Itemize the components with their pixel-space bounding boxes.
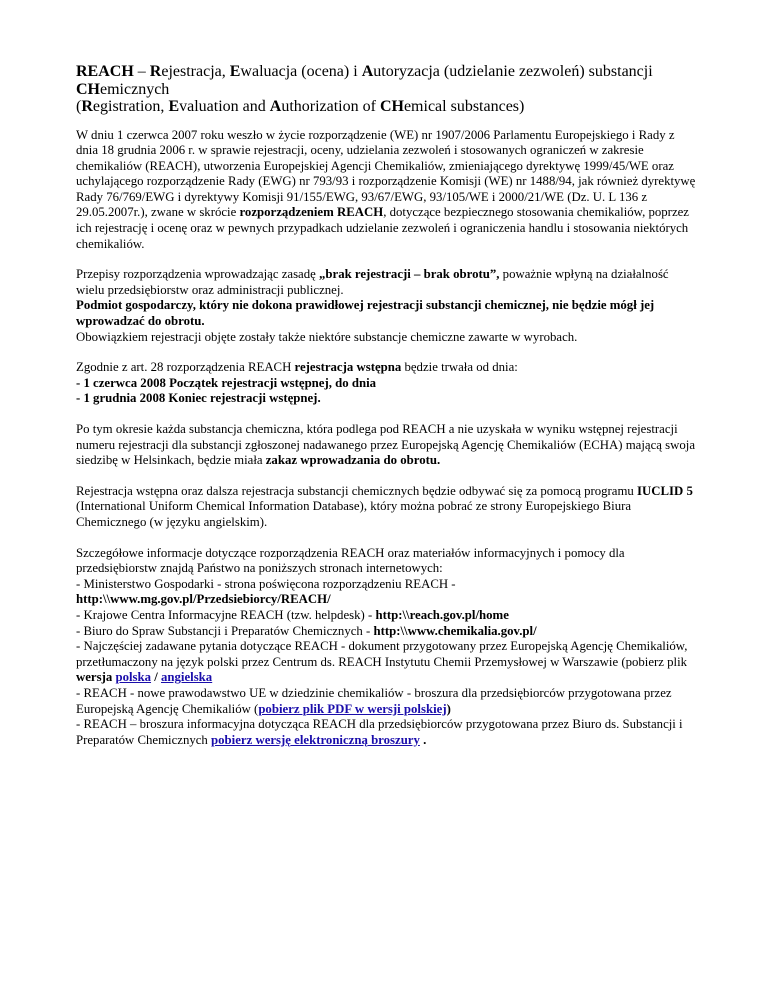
links-paragraph: Szczegółowe informacje dotyczące rozporządzenia REACH oraz materiałów informacyjnych i pomocy dla przedsiębiorstw znajdą Państwo na poniższych stronach internetowych: - Ministerstwo Gospodarki - strona poświęcona rozporządzeniu REACH - http:\\www.mg.gov.pl/Przedsiebiorcy/REACH/ - Krajowe Centra Informacyjne REACH (tzw. helpdesk) - http:\\reach.gov.pl/home - Biuro do Spraw Substancji i Preparatów Chemicznych - http:\\www.chemikalia.gov.pl/ - Najczęściej zadawane pytania dotyczące REACH - dokument przygotowany przez Europejską Agencję Chemikaliów, przetłumaczony na język polski przez Centrum ds. REACH Instytutu Chemii Przemysłowej w Warszawie (pobierz plik wersja polska / angielska - REACH - nowe prawodawstwo UE w dziedzinie chemikaliów - broszura dla przedsiębiorców przygotowana przez Europejską Agencję Chemikaliów (pobierz plik PDF w wersji polskiej) - REACH – broszura informacyjna dotycząca REACH dla przedsiębiorców przygotowana przez Biuro ds. Substancji i Preparatów Chemicznych pobierz wersję elektroniczną broszury . xyxy=(76,545,688,747)
intro-paragraph: W dniu 1 czerwca 2007 roku weszło w życie rozporządzenie (WE) nr 1907/2006 Parlamentu Europejskiego i Rady z dnia 18 grudnia 2006 r. w sprawie rejestracji, oceny, udzielania zezwoleń i stosowanych ograniczeń w zakresie chemikaliów (REACH), utworzenia Europejskiej Agencji Chemikaliów, zmieniającego dyrektywę 1999/45/WE oraz uchylającego rozporządzenie Rady (EWG) nr 793/93 i rozporządzenie Komisji (WE) nr 1488/94, jak również dyrektywę Rady 76/769/EWG i dyrektywy Komisji 91/155/EWG, 93/67/EWG, 93/105/WE i 2000/21/WE (Dz. U. L 136 z 29.05.2007r.), zwane w skrócie rozporządzeniem REACH, dotyczące bezpiecznego stosowania chemikaliów, poprzez ich rejestrację i ocenę oraz w pewnych przypadkach udzielanie zezwoleń i ograniczenia handlu i stosowania niektórych chemikaliów. xyxy=(76,127,696,251)
brochure-download-link[interactable]: pobierz wersję elektroniczną broszury xyxy=(211,732,420,747)
link-item-faq: - Najczęściej zadawane pytania dotyczące REACH - dokument przygotowany przez Europejską Agencję Chemikaliów, przetłumaczony na język polski przez Centrum ds. REACH Instytutu Chemii Przemysłowej w Warszawie (pobierz plik wersja polska / angielska xyxy=(76,639,688,685)
bureau-url: http:\\www.chemikalia.gov.pl/ xyxy=(373,623,537,638)
title-line-3: (Registration, Evaluation and Authorization of CHemical substances) xyxy=(76,98,525,115)
preregistration-paragraph: Zgodnie z art. 28 rozporządzenia REACH rejestracja wstępna będzie trwała od dnia: - 1 czerwca 2008 Początek rejestracji wstępnej, do dnia - 1 grudnia 2008 Koniec rejestracji wstępnej. xyxy=(76,360,518,406)
link-item-bureau: - Biuro do Spraw Substancji i Preparatów Chemicznych - http:\\www.chemikalia.gov.pl/ xyxy=(76,623,537,638)
title-line-2: CHemicznych xyxy=(76,80,170,98)
link-item-bureau-brochure: - REACH – broszura informacyjna dotycząca REACH dla przedsiębiorców przygotowana przez Biuro ds. Substancji i Preparatów Chemicznych pobierz wersję elektroniczną broszury . xyxy=(76,717,683,747)
rules-paragraph: Przepisy rozporządzenia wprowadzając zasadę „brak rejestracji – brak obrotu”, poważnie wpłyną na działalność wielu przedsiębiorstw oraz administracji publicznej. Podmiot gospodarczy, który nie dokona prawidłowej rejestracji substancji chemicznej, nie będzie mógł jej wprowadzać do obrotu. Obowiązkiem rejestracji objęte zostały także niektóre substancje chemiczne zawarte w wyrobach. xyxy=(76,267,669,344)
echa-pdf-link[interactable]: pobierz plik PDF w wersji polskiej xyxy=(258,701,447,716)
helpdesk-url: http:\\reach.gov.pl/home xyxy=(375,607,509,622)
link-item-echa-brochure: - REACH - nowe prawodawstwo UE w dziedzinie chemikaliów - broszura dla przedsiębiorców przygotowana przez Europejską Agencję Chemikaliów (pobierz plik PDF w wersji polskiej) xyxy=(76,685,672,716)
faq-english-link[interactable]: angielska xyxy=(161,670,213,685)
title-line-1: REACH – Rejestracja, Ewaluacja (ocena) i Autoryzacja (udzielanie zezwoleń) substancji xyxy=(76,63,653,80)
document-page xyxy=(76,63,696,763)
ministry-url: http:\\www.mg.gov.pl/Przedsiebiorcy/REACH/ xyxy=(76,592,331,607)
link-item-ministry: - Ministerstwo Gospodarki - strona poświęcona rozporządzeniu REACH - http:\\www.mg.gov.pl/Przedsiebiorcy/REACH/ xyxy=(76,576,456,607)
after-period-paragraph: Po tym okresie każda substancja chemiczna, która podlega pod REACH a nie uzyskała w wyniku wstępnej rejestracji numeru rejestracji dla substancji zgłoszonej nadawanego przez Europejską Agencję Chemikaliów (ECHA) mającą swoja siedzibę w Helsinkach, będzie miała zakaz wprowadzania do obrotu. xyxy=(76,422,696,468)
preregistration-start: - 1 czerwca 2008 Początek rejestracji wstępnej, do dnia xyxy=(76,375,377,390)
iuclid-paragraph: Rejestracja wstępna oraz dalsza rejestracja substancji chemicznych będzie odbywać się za pomocą programu IUCLID 5 (International Uniform Chemical Information Database), który można pobrać ze strony Europejskiego Biura Chemicznego (w języku angielskim). xyxy=(76,483,693,529)
faq-polish-link[interactable]: polska xyxy=(115,670,152,685)
page-title xyxy=(76,63,696,116)
rules-bold-line: Podmiot gospodarczy, który nie dokona prawidłowej rejestracji substancji chemicznej, nie będzie mógł jej wprowadzać do obrotu. xyxy=(76,298,655,329)
link-item-helpdesk: - Krajowe Centra Informacyjne REACH (tzw. helpdesk) - http:\\reach.gov.pl/home xyxy=(76,607,509,622)
preregistration-end: - 1 grudnia 2008 Koniec rejestracji wstępnej. xyxy=(76,391,321,406)
